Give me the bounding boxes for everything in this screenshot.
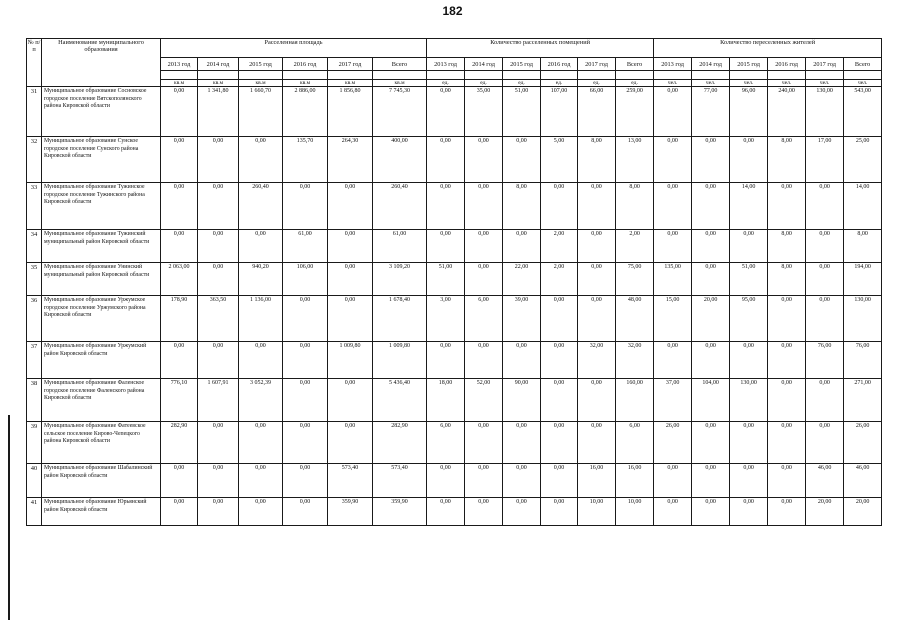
value-cell: 17,00 — [806, 137, 844, 183]
value-cell: 51,00 — [503, 87, 541, 137]
table-row — [27, 422, 882, 464]
unit-label: ед. — [616, 80, 654, 87]
value-cell: 37,00 — [654, 379, 692, 422]
value-cell: 0,00 — [578, 379, 616, 422]
header-number: № п/п — [27, 39, 42, 87]
value-cell: 48,00 — [616, 296, 654, 342]
header-year: 2015 год — [503, 58, 541, 71]
header-total: Всего — [616, 58, 654, 71]
value-cell: 8,00 — [844, 230, 882, 263]
value-cell: 107,00 — [541, 87, 578, 137]
value-cell: 194,00 — [844, 263, 882, 296]
value-cell: 0,00 — [465, 498, 503, 526]
value-cell: 271,00 — [844, 379, 882, 422]
value-cell: 0,00 — [239, 137, 283, 183]
value-cell: 259,00 — [616, 87, 654, 137]
value-cell: 0,00 — [578, 422, 616, 464]
value-cell: 0,00 — [768, 422, 806, 464]
unit-label: кв.м — [198, 80, 239, 87]
municipality-name: Муниципальное образование Тужинское городское поселение Тужинского района Кировской области — [42, 183, 161, 230]
value-cell: 0,00 — [198, 422, 239, 464]
value-cell: 0,00 — [730, 230, 768, 263]
value-cell: 0,00 — [806, 263, 844, 296]
value-cell: 39,00 — [503, 296, 541, 342]
value-cell: 15,00 — [654, 296, 692, 342]
value-cell: 8,00 — [578, 137, 616, 183]
value-cell: 2 886,00 — [283, 87, 328, 137]
unit-label: ед. — [465, 80, 503, 87]
value-cell: 1 607,91 — [198, 379, 239, 422]
value-cell: 26,00 — [844, 422, 882, 464]
resettlement-table-container — [26, 38, 882, 526]
value-cell: 0,00 — [768, 342, 806, 379]
value-cell: 75,00 — [616, 263, 654, 296]
value-cell: 32,00 — [616, 342, 654, 379]
value-cell: 0,00 — [427, 230, 465, 263]
value-cell: 0,00 — [198, 464, 239, 498]
value-cell: 0,00 — [541, 422, 578, 464]
value-cell: 0,00 — [328, 422, 373, 464]
value-cell: 135,70 — [283, 137, 328, 183]
value-cell: 0,00 — [654, 137, 692, 183]
value-cell: 66,00 — [578, 87, 616, 137]
unit-label: чел. — [844, 80, 882, 87]
value-cell: 0,00 — [239, 422, 283, 464]
table-row — [27, 183, 882, 230]
header-year: 2013 год — [161, 58, 198, 71]
value-cell: 0,00 — [283, 379, 328, 422]
value-cell: 0,00 — [806, 379, 844, 422]
municipality-name: Муниципальное образование Сосновское городское поселение Вятскополянского района Кировской области — [42, 87, 161, 137]
header-year: 2017 год — [578, 58, 616, 71]
table-row — [27, 263, 882, 296]
municipality-name: Муниципальное образование Тужинский муниципальный район Кировской области — [42, 230, 161, 263]
row-number: 39 — [27, 422, 42, 464]
value-cell: 0,00 — [198, 230, 239, 263]
table-row — [27, 296, 882, 342]
value-cell: 160,00 — [616, 379, 654, 422]
value-cell: 543,00 — [844, 87, 882, 137]
value-cell: 359,90 — [373, 498, 427, 526]
table-row — [27, 137, 882, 183]
value-cell: 0,00 — [541, 379, 578, 422]
value-cell: 0,00 — [541, 342, 578, 379]
row-number: 40 — [27, 464, 42, 498]
value-cell: 0,00 — [806, 296, 844, 342]
value-cell: 0,00 — [541, 183, 578, 230]
value-cell: 0,00 — [730, 498, 768, 526]
value-cell: 61,00 — [373, 230, 427, 263]
value-cell: 1 009,80 — [373, 342, 427, 379]
value-cell: 20,00 — [806, 498, 844, 526]
table-body — [27, 87, 882, 526]
header-year: 2017 год — [328, 58, 373, 71]
unit-label: кв.м — [161, 80, 198, 87]
value-cell: 16,00 — [616, 464, 654, 498]
row-number: 34 — [27, 230, 42, 263]
table-row — [27, 230, 882, 263]
value-cell: 0,00 — [427, 87, 465, 137]
value-cell: 260,40 — [373, 183, 427, 230]
municipality-name: Муниципальное образование Фатеевское сельское поселение Кирово-Чепецкого района Кировской области — [42, 422, 161, 464]
value-cell: 0,00 — [427, 183, 465, 230]
header-year: 2014 год — [465, 58, 503, 71]
value-cell: 0,00 — [283, 296, 328, 342]
value-cell: 0,00 — [239, 342, 283, 379]
value-cell: 7 745,30 — [373, 87, 427, 137]
value-cell: 0,00 — [427, 464, 465, 498]
table-row — [27, 464, 882, 498]
value-cell: 0,00 — [654, 342, 692, 379]
header-year: 2016 год — [283, 58, 328, 71]
value-cell: 0,00 — [503, 230, 541, 263]
header-year: 2014 год — [198, 58, 239, 71]
unit-label: кв.м — [239, 80, 283, 87]
value-cell: 0,00 — [578, 230, 616, 263]
value-cell: 3 109,20 — [373, 263, 427, 296]
unit-label: чел. — [654, 80, 692, 87]
value-cell: 51,00 — [730, 263, 768, 296]
header-group-premises: Количество расселенных помещений — [427, 39, 654, 58]
value-cell: 0,00 — [654, 87, 692, 137]
value-cell: 130,00 — [844, 296, 882, 342]
value-cell: 0,00 — [283, 422, 328, 464]
value-cell: 0,00 — [768, 379, 806, 422]
row-number: 41 — [27, 498, 42, 526]
value-cell: 0,00 — [427, 498, 465, 526]
unit-label: кв.м — [373, 80, 427, 87]
value-cell: 573,40 — [328, 464, 373, 498]
value-cell: 6,00 — [465, 296, 503, 342]
value-cell: 0,00 — [465, 464, 503, 498]
value-cell: 8,00 — [503, 183, 541, 230]
value-cell: 178,90 — [161, 296, 198, 342]
header-group-area: Расселенная площадь — [161, 39, 427, 58]
value-cell: 0,00 — [198, 498, 239, 526]
municipality-name: Муниципальное образование Сунское городское поселение Сунского района Кировской области — [42, 137, 161, 183]
header-year: 2015 год — [730, 58, 768, 71]
value-cell: 0,00 — [283, 464, 328, 498]
table-row — [27, 498, 882, 526]
value-cell: 282,90 — [161, 422, 198, 464]
value-cell: 77,00 — [692, 87, 730, 137]
value-cell: 14,00 — [844, 183, 882, 230]
value-cell: 130,00 — [730, 379, 768, 422]
value-cell: 0,00 — [465, 342, 503, 379]
value-cell: 0,00 — [692, 183, 730, 230]
value-cell: 0,00 — [328, 379, 373, 422]
value-cell: 0,00 — [161, 342, 198, 379]
value-cell: 0,00 — [239, 464, 283, 498]
value-cell: 2 063,00 — [161, 263, 198, 296]
row-number: 33 — [27, 183, 42, 230]
municipality-name: Муниципальное образование Уржумское городское поселение Уржумского района Кировской области — [42, 296, 161, 342]
value-cell: 20,00 — [844, 498, 882, 526]
value-cell: 3 052,39 — [239, 379, 283, 422]
value-cell: 0,00 — [328, 230, 373, 263]
value-cell: 0,00 — [541, 464, 578, 498]
header-year: 2016 год — [768, 58, 806, 71]
value-cell: 35,00 — [465, 87, 503, 137]
value-cell: 20,00 — [692, 296, 730, 342]
value-cell: 573,40 — [373, 464, 427, 498]
value-cell: 90,00 — [503, 379, 541, 422]
value-cell: 0,00 — [730, 137, 768, 183]
unit-label: чел. — [806, 80, 844, 87]
value-cell: 26,00 — [654, 422, 692, 464]
value-cell: 0,00 — [427, 137, 465, 183]
value-cell: 2,00 — [541, 230, 578, 263]
value-cell: 10,00 — [578, 498, 616, 526]
unit-label: ед. — [541, 80, 578, 87]
header-total: Всего — [373, 58, 427, 71]
row-number: 36 — [27, 296, 42, 342]
table-row — [27, 87, 882, 137]
header-year: 2016 год — [541, 58, 578, 71]
row-number: 35 — [27, 263, 42, 296]
value-cell: 0,00 — [239, 498, 283, 526]
value-cell: 16,00 — [578, 464, 616, 498]
value-cell: 0,00 — [503, 422, 541, 464]
resettlement-table — [26, 38, 882, 526]
value-cell: 13,00 — [616, 137, 654, 183]
value-cell: 0,00 — [806, 422, 844, 464]
value-cell: 5,00 — [541, 137, 578, 183]
value-cell: 0,00 — [503, 342, 541, 379]
value-cell: 51,00 — [427, 263, 465, 296]
value-cell: 0,00 — [806, 183, 844, 230]
value-cell: 260,40 — [239, 183, 283, 230]
header-year: 2013 год — [427, 58, 465, 71]
value-cell: 0,00 — [692, 422, 730, 464]
value-cell: 0,00 — [465, 183, 503, 230]
value-cell: 52,00 — [465, 379, 503, 422]
unit-label: ед. — [503, 80, 541, 87]
value-cell: 3,00 — [427, 296, 465, 342]
value-cell: 0,00 — [503, 498, 541, 526]
value-cell: 0,00 — [161, 183, 198, 230]
table-row — [27, 379, 882, 422]
value-cell: 0,00 — [768, 464, 806, 498]
value-cell: 0,00 — [198, 183, 239, 230]
header-total: Всего — [844, 58, 882, 71]
row-number: 37 — [27, 342, 42, 379]
value-cell: 0,00 — [283, 183, 328, 230]
value-cell: 0,00 — [541, 498, 578, 526]
value-cell: 0,00 — [541, 296, 578, 342]
value-cell: 0,00 — [198, 342, 239, 379]
value-cell: 76,00 — [844, 342, 882, 379]
value-cell: 8,00 — [616, 183, 654, 230]
value-cell: 0,00 — [161, 137, 198, 183]
table-row — [27, 342, 882, 379]
value-cell: 0,00 — [503, 464, 541, 498]
unit-label: чел. — [768, 80, 806, 87]
unit-label: кв.м — [328, 80, 373, 87]
value-cell: 0,00 — [161, 230, 198, 263]
value-cell: 264,30 — [328, 137, 373, 183]
value-cell: 0,00 — [578, 263, 616, 296]
municipality-name: Муниципальное образование Уржумский район Кировской области — [42, 342, 161, 379]
value-cell: 0,00 — [283, 342, 328, 379]
value-cell: 0,00 — [465, 137, 503, 183]
value-cell: 0,00 — [161, 87, 198, 137]
value-cell: 776,10 — [161, 379, 198, 422]
value-cell: 96,00 — [730, 87, 768, 137]
value-cell: 0,00 — [730, 342, 768, 379]
page-number: 182 — [442, 4, 463, 18]
unit-label: кв.м — [283, 80, 328, 87]
value-cell: 0,00 — [161, 464, 198, 498]
value-cell: 8,00 — [768, 263, 806, 296]
value-cell: 135,00 — [654, 263, 692, 296]
unit-label: чел. — [730, 80, 768, 87]
value-cell: 240,00 — [768, 87, 806, 137]
header-year: 2013 год — [654, 58, 692, 71]
value-cell: 61,00 — [283, 230, 328, 263]
value-cell: 46,00 — [806, 464, 844, 498]
value-cell: 0,00 — [427, 342, 465, 379]
value-cell: 1 678,40 — [373, 296, 427, 342]
value-cell: 0,00 — [730, 464, 768, 498]
header-year: 2014 год — [692, 58, 730, 71]
value-cell: 14,00 — [730, 183, 768, 230]
value-cell: 0,00 — [465, 263, 503, 296]
value-cell: 0,00 — [654, 498, 692, 526]
value-cell: 282,90 — [373, 422, 427, 464]
unit-label: ед. — [427, 80, 465, 87]
value-cell: 0,00 — [654, 183, 692, 230]
value-cell: 1 136,00 — [239, 296, 283, 342]
value-cell: 0,00 — [578, 183, 616, 230]
value-cell: 32,00 — [578, 342, 616, 379]
value-cell: 10,00 — [616, 498, 654, 526]
municipality-name: Муниципальное образование Унинский муниципальный район Кировской области — [42, 263, 161, 296]
value-cell: 25,00 — [844, 137, 882, 183]
value-cell: 0,00 — [578, 296, 616, 342]
value-cell: 0,00 — [692, 464, 730, 498]
value-cell: 0,00 — [328, 183, 373, 230]
value-cell: 6,00 — [616, 422, 654, 464]
value-cell: 0,00 — [692, 137, 730, 183]
value-cell: 0,00 — [692, 263, 730, 296]
value-cell: 0,00 — [503, 137, 541, 183]
unit-label: ед. — [578, 80, 616, 87]
value-cell: 106,00 — [283, 263, 328, 296]
value-cell: 400,00 — [373, 137, 427, 183]
value-cell: 0,00 — [328, 263, 373, 296]
value-cell: 0,00 — [806, 230, 844, 263]
value-cell: 359,90 — [328, 498, 373, 526]
value-cell: 22,00 — [503, 263, 541, 296]
value-cell: 6,00 — [427, 422, 465, 464]
value-cell: 5 436,40 — [373, 379, 427, 422]
municipality-name: Муниципальное образование Шабалинский район Кировской области — [42, 464, 161, 498]
value-cell: 0,00 — [730, 422, 768, 464]
header-year: 2015 год — [239, 58, 283, 71]
value-cell: 0,00 — [768, 183, 806, 230]
unit-label: чел. — [692, 80, 730, 87]
row-number: 32 — [27, 137, 42, 183]
value-cell: 8,00 — [768, 137, 806, 183]
value-cell: 76,00 — [806, 342, 844, 379]
value-cell: 0,00 — [654, 464, 692, 498]
value-cell: 2,00 — [616, 230, 654, 263]
header-municipality: Наименование муниципального образования — [42, 39, 161, 87]
value-cell: 0,00 — [283, 498, 328, 526]
value-cell: 0,00 — [465, 422, 503, 464]
value-cell: 0,00 — [692, 342, 730, 379]
value-cell: 1 009,80 — [328, 342, 373, 379]
value-cell: 363,50 — [198, 296, 239, 342]
municipality-name: Муниципальное образование Юрьянский район Кировской области — [42, 498, 161, 526]
row-number: 38 — [27, 379, 42, 422]
value-cell: 0,00 — [328, 296, 373, 342]
value-cell: 0,00 — [692, 498, 730, 526]
value-cell: 18,00 — [427, 379, 465, 422]
value-cell: 0,00 — [198, 263, 239, 296]
value-cell: 46,00 — [844, 464, 882, 498]
value-cell: 0,00 — [465, 230, 503, 263]
value-cell: 0,00 — [239, 230, 283, 263]
header-group-residents: Количество переселенных жителей — [654, 39, 882, 58]
header-year: 2017 год — [806, 58, 844, 71]
margin-rule — [8, 415, 10, 620]
value-cell: 2,00 — [541, 263, 578, 296]
value-cell: 0,00 — [161, 498, 198, 526]
value-cell: 95,00 — [730, 296, 768, 342]
value-cell: 0,00 — [654, 230, 692, 263]
row-number: 31 — [27, 87, 42, 137]
value-cell: 0,00 — [198, 137, 239, 183]
value-cell: 130,00 — [806, 87, 844, 137]
value-cell: 0,00 — [692, 230, 730, 263]
table-header — [27, 39, 882, 87]
value-cell: 1 856,80 — [328, 87, 373, 137]
value-cell: 0,00 — [768, 498, 806, 526]
value-cell: 940,20 — [239, 263, 283, 296]
value-cell: 1 660,70 — [239, 87, 283, 137]
value-cell: 8,00 — [768, 230, 806, 263]
municipality-name: Муниципальное образование Фаленское городское поселение Фаленского района Кировской области — [42, 379, 161, 422]
value-cell: 104,00 — [692, 379, 730, 422]
value-cell: 1 341,80 — [198, 87, 239, 137]
value-cell: 0,00 — [768, 296, 806, 342]
